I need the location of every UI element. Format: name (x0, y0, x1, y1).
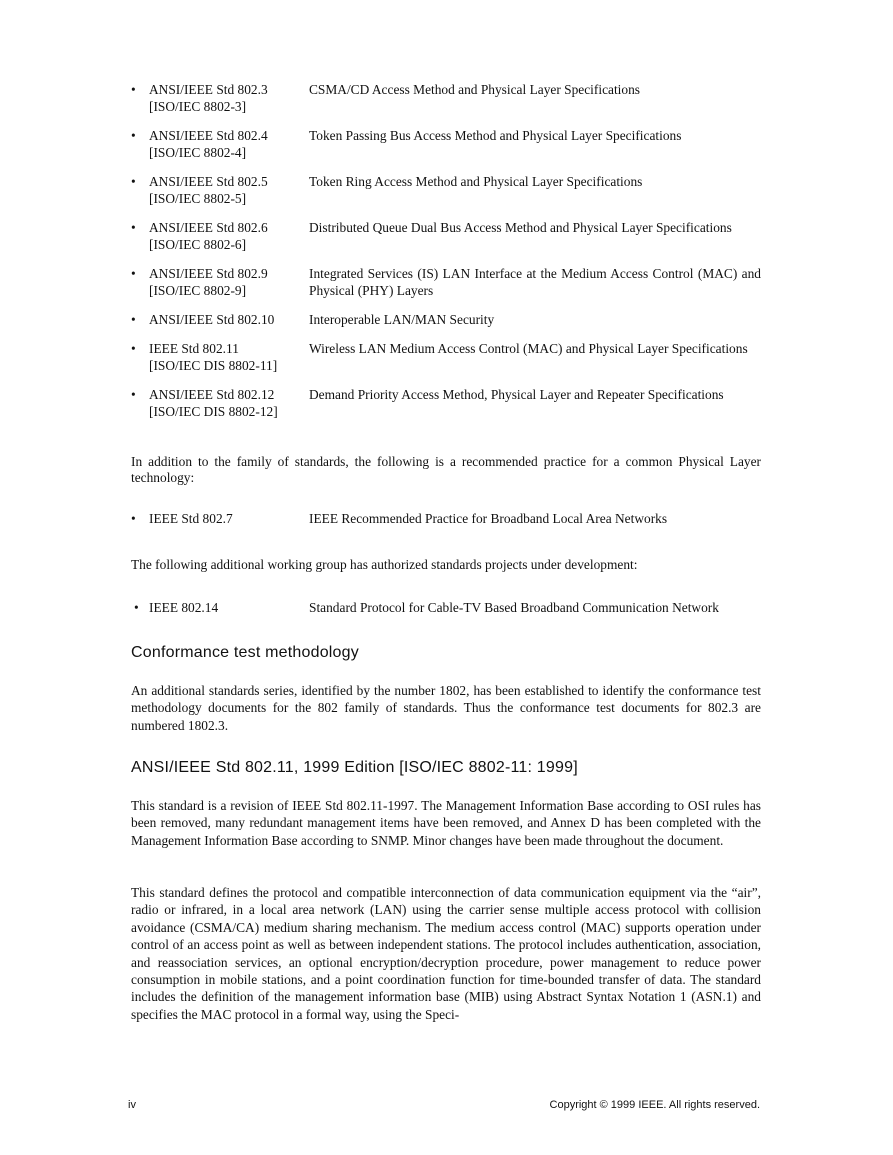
standard-title: Interoperable LAN/MAN Security (309, 312, 495, 327)
list-item (131, 510, 761, 527)
working-group-intro: The following additional working group has authorized standards projects under development: (131, 557, 638, 572)
edition-paragraph-2: This standard defines the protocol and compatible interconnection of data communication equipment via the “air”, radio or infrared, in a local area network (LAN) using the carrier sense multiple access protocol with collision avoidance (CSMA/CA) medium sharing mechanism. The medium access control (MAC) supports operation under control of an access point as well as between independent stations. The protocol includes authentication, association, and reassociation services, an optional encryption/decryption procedure, power management to reduce power consumption in mobile stations, and a point coordination function for time-bounded transfer of data. The standard includes the definition of the management information base (MIB) using Abstract Syntax Notation 1 (ASN.1) and specifies the MAC protocol in a formal way, using the Speci- (131, 885, 761, 1022)
standards-list (131, 81, 761, 432)
list-item (131, 265, 761, 299)
bullet: • (131, 387, 136, 402)
standard-title: IEEE Recommended Practice for Broadband Local Area Networks (309, 511, 668, 526)
standard-designation (149, 265, 309, 299)
standard-designation (149, 386, 309, 420)
designation-line: ANSI/IEEE Std 802.12 (149, 387, 275, 402)
standard-title: Demand Priority Access Method, Physical Layer and Repeater Specifications (309, 387, 724, 402)
standard-designation (149, 311, 309, 328)
list-item (131, 173, 761, 207)
standard-title: Distributed Queue Dual Bus Access Method and Physical Layer Specifications (309, 220, 732, 235)
bullet: • (131, 220, 136, 235)
standard-title: Wireless LAN Medium Access Control (MAC) and Physical Layer Specifications (309, 341, 748, 356)
standard-designation (149, 81, 309, 115)
bullet: • (134, 600, 139, 615)
designation-line: [ISO/IEC 8802-6] (149, 237, 247, 252)
list-item (131, 340, 761, 374)
standard-designation (149, 340, 309, 374)
standard-designation (149, 127, 309, 161)
list-item (131, 81, 761, 115)
standard-title: Token Passing Bus Access Method and Physical Layer Specifications (309, 128, 682, 143)
conformance-heading: Conformance test methodology (131, 644, 359, 661)
copyright-notice: Copyright © 1999 IEEE. All rights reserved. (549, 1099, 760, 1111)
standard-designation (149, 173, 309, 207)
designation-line: ANSI/IEEE Std 802.10 (149, 312, 275, 327)
designation-line: ANSI/IEEE Std 802.4 (149, 128, 268, 143)
designation-line: ANSI/IEEE Std 802.9 (149, 266, 268, 281)
designation-line: [ISO/IEC 8802-3] (149, 99, 247, 114)
bullet: • (131, 312, 136, 327)
recommended-intro: In addition to the family of standards, the following is a recommended practice for a common Physical Layer technology: (131, 454, 761, 485)
page-number: iv (128, 1099, 136, 1111)
designation-line: [ISO/IEC DIS 8802-12] (149, 404, 278, 419)
designation-line: ANSI/IEEE Std 802.5 (149, 174, 268, 189)
conformance-paragraph: An additional standards series, identified by the number 1802, has been established to identify the conformance test methodology documents for the 802 family of standards. Thus the conformance test documents for 802.3 are numbered 1802.3. (131, 683, 761, 733)
standard-title: Token Ring Access Method and Physical Layer Specifications (309, 174, 643, 189)
designation-line: [ISO/IEC 8802-9] (149, 283, 247, 298)
bullet: • (131, 82, 136, 97)
designation-line: [ISO/IEC 8802-4] (149, 145, 247, 160)
working-group-list (131, 599, 761, 628)
standard-designation (149, 219, 309, 253)
standard-designation: IEEE Std 802.7 (149, 511, 233, 526)
list-item (131, 311, 761, 328)
list-item (131, 219, 761, 253)
designation-line: [ISO/IEC DIS 8802-11] (149, 358, 278, 373)
designation-line: IEEE Std 802.11 (149, 341, 239, 356)
list-item (131, 127, 761, 161)
bullet: • (131, 266, 136, 281)
bullet: • (131, 174, 136, 189)
bullet: • (131, 511, 136, 526)
standard-designation: IEEE 802.14 (149, 600, 219, 615)
list-item (131, 386, 761, 420)
edition-paragraph-1: This standard is a revision of IEEE Std 802.11-1997. The Management Information Base according to OSI rules has been removed, many redundant management items have been removed, and Annex D has been completed with the Management Information Base according to SNMP. Minor changes have been made throughout the document. (131, 798, 761, 848)
designation-line: ANSI/IEEE Std 802.6 (149, 220, 268, 235)
edition-heading: ANSI/IEEE Std 802.11, 1999 Edition [ISO/IEC 8802-11: 1999] (131, 759, 578, 776)
designation-line: ANSI/IEEE Std 802.3 (149, 82, 268, 97)
bullet: • (131, 341, 136, 356)
list-item (131, 599, 761, 616)
bullet: • (131, 128, 136, 143)
standard-title: Integrated Services (IS) LAN Interface at the Medium Access Control (MAC) and Physical (PHY) Layers (309, 266, 761, 298)
recommended-list (131, 510, 761, 539)
standard-title: Standard Protocol for Cable-TV Based Broadband Communication Network (309, 600, 719, 615)
standard-title: CSMA/CD Access Method and Physical Layer Specifications (309, 82, 640, 97)
designation-line: [ISO/IEC 8802-5] (149, 191, 247, 206)
